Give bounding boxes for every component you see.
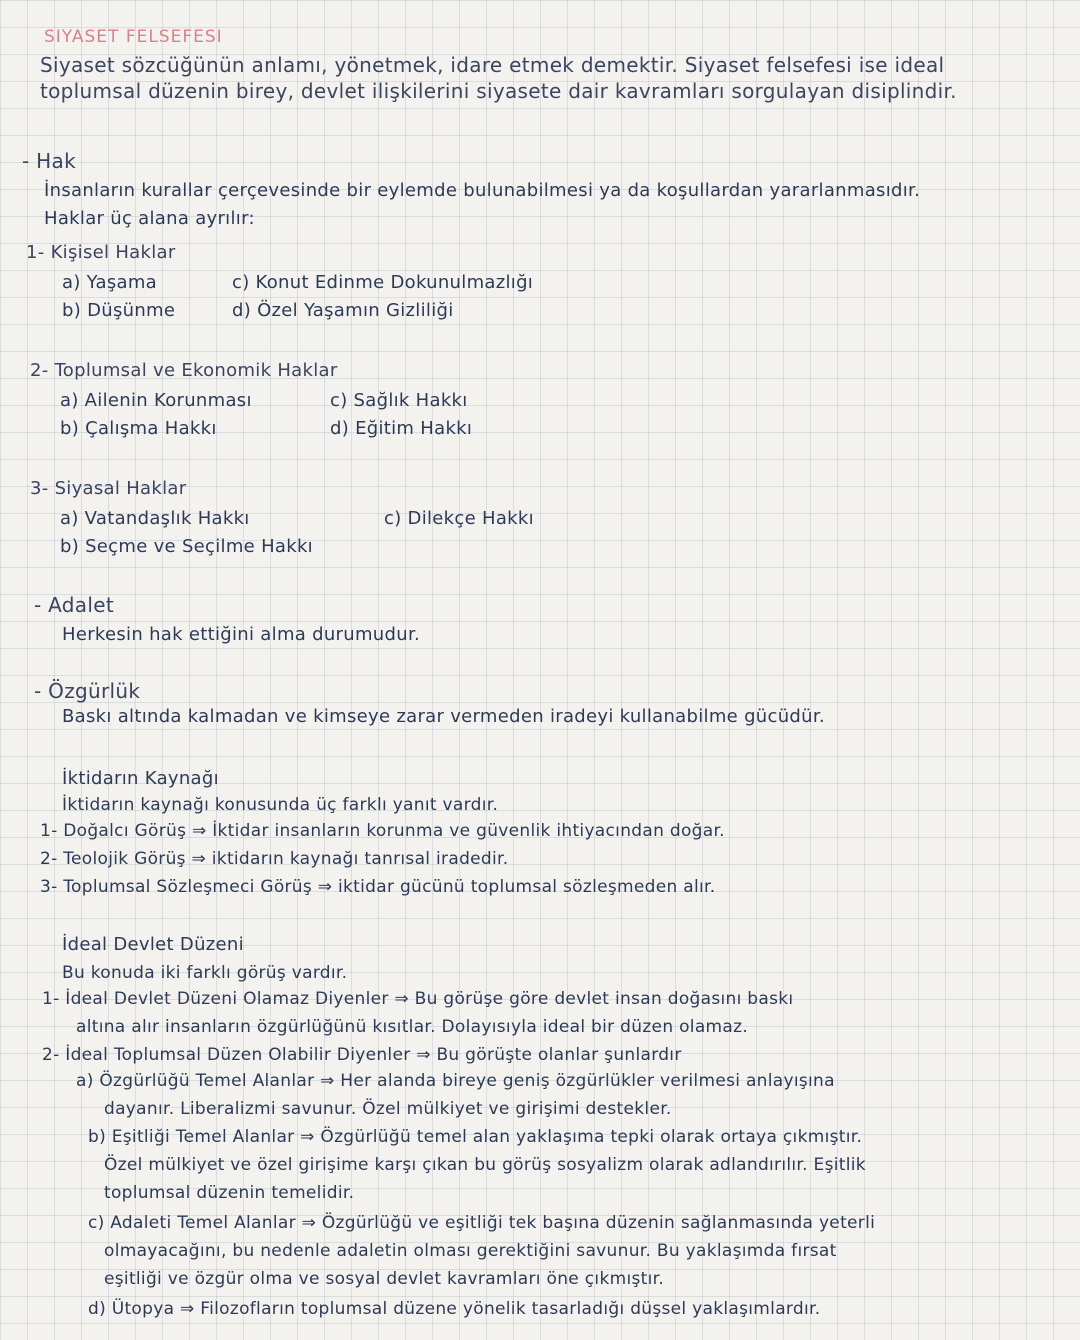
iktidar-heading: İktidarın Kaynağı [62,768,219,789]
intro-line-1: Siyaset sözcüğünün anlamı, yönetmek, idare etmek demektir. Siyaset felsefesi ise ideal [40,53,945,77]
hak-line-1: İnsanların kurallar çerçevesinde bir eylemde bulunabilmesi ya da koşullardan yararlanmasıdır. [44,180,921,201]
ideal-item-1-line-1: 1- İdeal Devlet Düzeni Olamaz Diyenler ⇒ Bu görüşe göre devlet insan doğasını baskı [42,989,794,1009]
iktidar-item-2: 2- Teolojik Görüş ⇒ iktidarın kaynağı tanrısal iradedir. [40,849,509,869]
ozgurluk-text: Baskı altında kalmadan ve kimseye zarar vermeden iradeyi kullanabilme gücüdür. [62,706,825,727]
group-1-item-c: c) Konut Edinme Dokunulmazlığı [232,272,534,293]
group-3-item-c: c) Dilekçe Hakkı [384,508,534,529]
sub-c-line-1: c) Adaleti Temel Alanlar ⇒ Özgürlüğü ve eşitliği tek başına düzenin sağlanmasında yeterli [88,1213,876,1233]
sub-a-line-2: dayanır. Liberalizmi savunur. Özel mülkiyet ve girişimi destekler. [104,1099,672,1119]
ozgurluk-heading: - Özgürlük [34,679,141,703]
ideal-item-2: 2- İdeal Toplumsal Düzen Olabilir Diyenler ⇒ Bu görüşte olanlar şunlardır [42,1045,682,1065]
group-2-item-b: b) Çalışma Hakkı [60,418,217,439]
sub-b-line-2: Özel mülkiyet ve özel girişime karşı çıkan bu görüş sosyalizm olarak adlandırılır. Eşitlik [104,1155,866,1175]
group-2-item-c: c) Sağlık Hakkı [330,390,468,411]
sub-c-line-2: olmayacağını, bu nedenle adaletin olması gerektiğini savunur. Bu yaklaşımda fırsat [104,1241,837,1261]
sub-b-line-1: b) Eşitliği Temel Alanlar ⇒ Özgürlüğü temel alan yaklaşıma tepki olarak ortaya çıkmıştır. [88,1127,863,1147]
page-title: SIYASET FELSEFESI [44,27,223,47]
group-3-item-a: a) Vatandaşlık Hakkı [60,508,250,529]
sub-b-line-3: toplumsal düzenin temelidir. [104,1183,355,1203]
sub-d-line-1: d) Ütopya ⇒ Filozofların toplumsal düzene yönelik tasarladığı düşsel yaklaşımlardır. [88,1299,821,1319]
group-2-item-d: d) Eğitim Hakkı [330,418,473,439]
iktidar-item-1: 1- Doğalcı Görüş ⇒ İktidar insanların korunma ve güvenlik ihtiyacından doğar. [40,821,725,841]
group-1-item-a: a) Yaşama [62,272,157,293]
sub-a-line-1: a) Özgürlüğü Temel Alanlar ⇒ Her alanda bireye geniş özgürlükler verilmesi anlayışına [76,1071,835,1091]
ideal-intro: Bu konuda iki farklı görüş vardır. [62,963,348,983]
group-2-heading: 2- Toplumsal ve Ekonomik Haklar [30,360,338,381]
group-3-item-b: b) Seçme ve Seçilme Hakkı [60,536,313,557]
group-1-heading: 1- Kişisel Haklar [26,242,176,263]
group-3-heading: 3- Siyasal Haklar [30,478,187,499]
hak-heading: - Hak [22,149,76,173]
adalet-text: Herkesin hak ettiğini alma durumudur. [62,624,421,645]
group-1-item-b: b) Düşünme [62,300,176,321]
group-2-item-a: a) Ailenin Korunması [60,390,252,411]
intro-line-2: toplumsal düzenin birey, devlet ilişkilerini siyasete dair kavramları sorgulayan disiplindir. [40,79,957,103]
ideal-heading: İdeal Devlet Düzeni [62,934,244,955]
adalet-heading: - Adalet [34,593,114,617]
iktidar-item-3: 3- Toplumsal Sözleşmeci Görüş ⇒ iktidar gücünü toplumsal sözleşmeden alır. [40,877,716,897]
iktidar-intro: İktidarın kaynağı konusunda üç farklı yanıt vardır. [62,795,499,815]
sub-c-line-3: eşitliği ve özgür olma ve sosyal devlet kavramları öne çıkmıştır. [104,1269,665,1289]
group-1-item-d: d) Özel Yaşamın Gizliliği [232,300,454,321]
hak-line-2: Haklar üç alana ayrılır: [44,208,255,229]
ideal-item-1-line-2: altına alır insanların özgürlüğünü kısıtlar. Dolayısıyla ideal bir düzen olamaz. [76,1017,749,1037]
